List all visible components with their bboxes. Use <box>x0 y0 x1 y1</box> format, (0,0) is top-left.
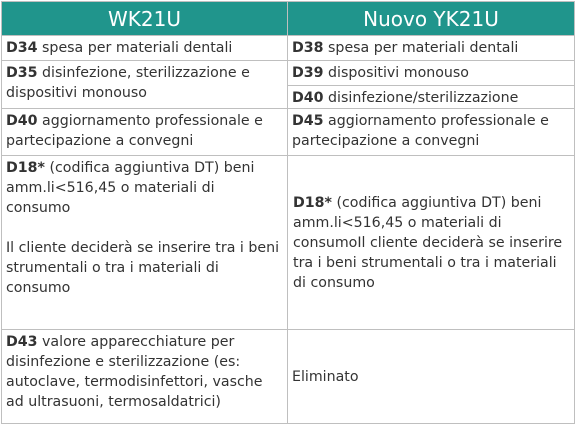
cell-new-code <box>288 61 575 109</box>
header-yk21u: Nuovo YK21U <box>288 2 575 36</box>
header-row <box>2 2 575 36</box>
code-description: disinfezione, sterilizzazione e dispositivi monouso <box>6 65 250 101</box>
code-label: D18* <box>293 194 332 211</box>
code-label: D35 <box>6 65 38 81</box>
table-row <box>2 61 575 109</box>
code-label: D40 <box>6 113 38 129</box>
table-row <box>2 36 575 61</box>
removed-status: Eliminato <box>292 368 359 385</box>
cell-old-code <box>2 156 288 330</box>
comparison-table <box>1 1 575 424</box>
code-note: Il cliente deciderà se inserire tra i beni strumentali o tra i materiali di consumo <box>6 240 280 296</box>
sub-entry <box>292 63 570 85</box>
code-label: D34 <box>6 40 38 56</box>
cell-old-code <box>2 36 288 61</box>
table-row <box>2 156 575 330</box>
table-row <box>2 109 575 156</box>
table-row <box>2 330 575 424</box>
sub-entry <box>288 85 574 108</box>
code-label: D38 <box>292 40 324 56</box>
cell-new-code <box>288 330 575 424</box>
code-description: disinfezione/sterilizzazione <box>323 90 519 106</box>
code-description: aggiornamento professionale e partecipazione a convegni <box>292 113 549 149</box>
code-description: aggiornamento professionale e partecipazione a convegni <box>6 113 263 149</box>
header-wk21u: WK21U <box>2 2 288 36</box>
code-label: D18* <box>6 160 45 176</box>
cell-old-code <box>2 61 288 109</box>
code-label: D39 <box>292 65 324 81</box>
code-description: dispositivi monouso <box>323 65 469 81</box>
cell-old-code <box>2 330 288 424</box>
code-label: D40 <box>292 90 324 106</box>
code-description: spesa per materiali dentali <box>37 40 233 56</box>
code-label: D45 <box>292 113 324 129</box>
cell-old-code <box>2 109 288 156</box>
code-description: (codifica aggiuntiva DT) beni amm.li<516,45 o materiali di consumo <box>6 160 255 216</box>
code-description: spesa per materiali dentali <box>323 40 519 56</box>
cell-new-code <box>288 36 575 61</box>
cell-new-code <box>288 109 575 156</box>
code-label: D43 <box>6 334 38 350</box>
code-description: (codifica aggiuntiva DT) beni amm.li<516,45 o materiali di consumoIl cliente deciderà se inserire tra i beni strumentali o tra i materiali di consumo <box>293 194 563 291</box>
cell-new-code <box>288 156 575 330</box>
code-description: valore apparecchiature per disinfezione e sterilizzazione (es: autoclave, termodisinfettori, vasche ad ultrasuoni, termosaldatrici) <box>6 334 263 410</box>
